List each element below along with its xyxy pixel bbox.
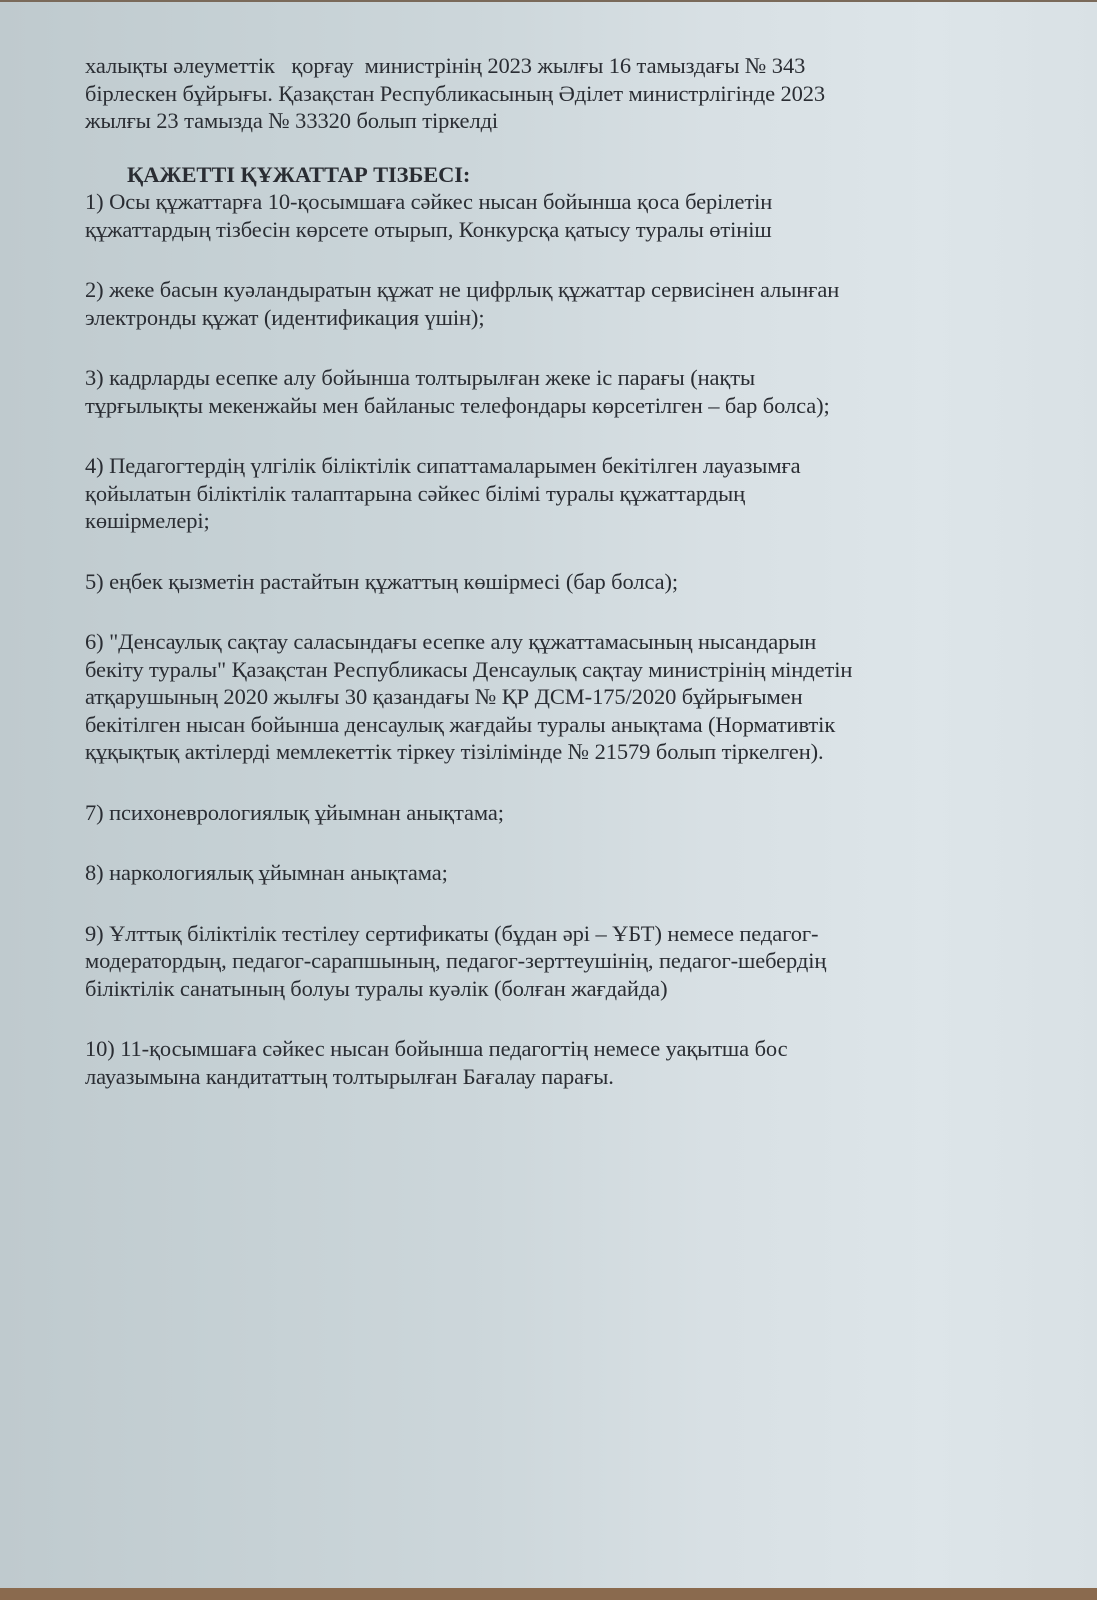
- item-line: тұрғылықты мекенжайы мен байланыс телефондары көрсетілген – бар болса);: [85, 392, 830, 418]
- section-heading: ҚАЖЕТТІ ҚҰЖАТТАР ТІЗБЕСІ:: [127, 161, 471, 187]
- list-item: [85, 568, 985, 596]
- intro-paragraph: [85, 52, 985, 135]
- list-item: [85, 799, 985, 827]
- item-line: атқарушының 2020 жылғы 30 қазандағы № ҚР ДСМ-175/2020 бұйрығымен: [85, 684, 803, 709]
- spacer: [85, 243, 985, 276]
- item-line: біліктілік санатының болуы туралы куәлік (болған жағдайда): [85, 975, 668, 1001]
- item-line: 5) еңбек қызметін растайтын құжаттың көшірмесі (бар болса);: [85, 568, 679, 594]
- document-body: [85, 52, 985, 1090]
- list-item: [85, 452, 985, 535]
- table-surface: [0, 1588, 1097, 1600]
- intro-line: жылғы 23 тамызда № 33320 болып тіркелді: [85, 108, 499, 133]
- item-line: бекітілген нысан бойынша денсаулық жағдайы туралы анықтама (Нормативтік: [85, 711, 836, 737]
- item-line: құжаттардың тізбесін көрсете отырып, Конкурсқа қатысу туралы өтініш: [85, 216, 772, 242]
- item-line: лауазымына кандитаттың толтырылған Бағалау парағы.: [85, 1063, 614, 1089]
- paper-sheet: [0, 2, 1097, 1590]
- item-line: электронды құжат (идентификация үшін);: [85, 304, 485, 330]
- item-line: 6) "Денсаулық сақтау саласындағы есепке алу құжаттамасының нысандарын: [85, 629, 817, 654]
- item-line: 4) Педагогтердің үлгілік біліктілік сипаттамаларымен бекітілген лауазымға: [85, 453, 801, 478]
- spacer: [85, 535, 985, 568]
- intro-line: халықты әлеуметтік қорғау министрінің 2023 жылғы 16 тамыздағы № 343: [85, 53, 806, 78]
- item-line: модератордың, педагог-сарапшының, педагог-зерттеушінің, педагог-шебердің: [85, 948, 827, 973]
- item-line: 10) 11-қосымшаға сәйкес нысан бойынша педагогтің немесе уақытша бос: [85, 1036, 788, 1061]
- item-line: 3) кадрларды есепке алу бойынша толтырылған жеке іс парағы (нақты: [85, 365, 756, 390]
- intro-line: бірлескен бұйрығы. Қазақстан Республикасының Әділет министрлігінде 2023: [85, 80, 826, 106]
- item-line: 7) психоневрологиялық ұйымнан анықтама;: [85, 799, 504, 825]
- spacer: [85, 419, 985, 452]
- spacer: [85, 766, 985, 799]
- item-line: құқықтық актілерді мемлекеттік тіркеу тізілімінде № 21579 болып тіркелген).: [85, 739, 824, 764]
- item-line: 9) Ұлттық біліктілік тестілеу сертификаты (бұдан әрі – ҰБТ) немесе педагог-: [85, 920, 819, 946]
- list-item: [85, 1035, 985, 1090]
- item-line: көшірмелері;: [85, 508, 210, 533]
- list-item: [85, 364, 985, 419]
- item-line: 1) Осы құжаттарға 10-қосымшаға сәйкес нысан бойынша қоса берілетін: [85, 189, 773, 214]
- list-item: [85, 859, 985, 887]
- spacer: [85, 887, 985, 920]
- item-line: 2) жеке басын куәландыратын құжат не цифрлық құжаттар сервисінен алынған: [85, 277, 840, 302]
- spacer: [85, 826, 985, 859]
- spacer: [85, 595, 985, 628]
- list-item: [85, 920, 985, 1003]
- spacer: [85, 1002, 985, 1035]
- item-line: қойылатын біліктілік талаптарына сәйкес білімі туралы құжаттардың: [85, 480, 746, 506]
- item-line: 8) наркологиялық ұйымнан анықтама;: [85, 860, 448, 885]
- spacer: [85, 331, 985, 364]
- list-item: [85, 188, 985, 243]
- item-line: бекіту туралы" Қазақстан Республикасы Денсаулық сақтау министрінің міндетін: [85, 656, 853, 682]
- list-item: [85, 276, 985, 331]
- list-item: [85, 628, 985, 766]
